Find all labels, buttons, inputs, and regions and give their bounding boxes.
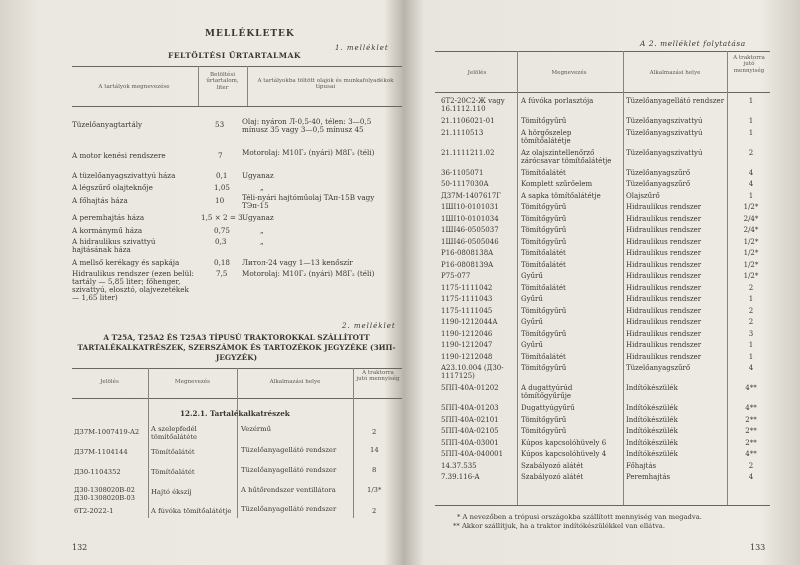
t2-row-name: Hajtó ékszíj (151, 488, 192, 496)
table-row (435, 364, 770, 384)
row-qty: 1 (748, 341, 754, 349)
row-qty: 2** (745, 415, 757, 424)
t1-row-name: A peremhajtás háza (72, 213, 145, 222)
row-qty: 2** (745, 427, 757, 435)
t1-row-volume: 0,3 (215, 237, 227, 246)
t1-row-name: Tüzelőanyagtartály (72, 120, 143, 129)
row-code: 1175-1111042 (441, 283, 493, 292)
row-qty: 2 (748, 148, 754, 157)
t2-row-name: A fúvóka tömítőalátétje (151, 507, 232, 515)
row-place: Hidraulikus rendszer (626, 283, 702, 292)
t1-row-type: Литол-24 vagy 1—13 kenőszír (242, 258, 353, 267)
t2-row-code: Д37M-1007419-A2 (74, 428, 140, 436)
row-name: Dugattyúgyűrű (521, 404, 575, 412)
table-row (435, 450, 770, 462)
row-name: Tömítőalátét (521, 283, 566, 292)
row-name: A dugattyúrúd tömítőgyűrűje (521, 384, 573, 400)
t2-row-name: Tömítőalátét (151, 468, 195, 476)
table-row (435, 295, 770, 307)
table2-divider-2 (237, 368, 238, 518)
row-code: P16-0808138A (441, 249, 494, 257)
row-code: 1190-1212044A (441, 318, 498, 326)
t2-row-code: 6T2-2022-1 (74, 507, 114, 515)
row-name: Tömítőgyűrű (521, 306, 567, 315)
table1-divider-2 (247, 66, 248, 106)
t1-row-volume: 0,75 (214, 226, 231, 235)
table-row (435, 462, 770, 474)
t2-row-qty: 1/3* (367, 486, 382, 494)
annex2-title: A T25A, T25A2 ÉS T25A3 TÍPUSÚ TRAKTOROKKAL SZÁLLÍTOTT TARTALÉKALKATRÉSZEK, SZERSZÁMOK ÉS TARTOZÉKOK JEGYZÉKE (ЗИП-JEGYZÉK) (77, 333, 396, 362)
row-qty: 1/2* (743, 260, 759, 269)
table2-divider-1 (148, 368, 149, 518)
t1-row-type: Olaj: nyáron Л-0,5-40, télen: 3—0,5 mínusz 35 vagy 3—0,5 mínusz 45 (242, 117, 372, 134)
t2-row-code: Д37M-1104144 (74, 448, 128, 456)
t1-row-type: „ (260, 226, 264, 235)
row-qty: 4** (745, 404, 757, 412)
table2-header-code: Jelölés (100, 379, 119, 385)
table-row (435, 180, 770, 192)
row-code: 1190-1212047 (441, 341, 493, 349)
row-code: 1190-1212046 (441, 329, 493, 338)
row-qty: 4 (748, 180, 754, 188)
row-qty: 2 (748, 461, 754, 470)
row-place: Tüzelőanyagszivattyú (626, 128, 703, 137)
t1-row-volume: 7,5 (216, 269, 228, 278)
row-code: 50-1117030A (441, 180, 489, 188)
row-place: Indítókészülék (626, 438, 678, 447)
t1-row-name: A légszűrő olajteknője (72, 183, 153, 192)
table-row (435, 284, 770, 296)
table-row (435, 192, 770, 204)
footnote-starter: ** Akkor szállítjuk, ha a traktor indítókészülékkel van ellátva. (453, 522, 666, 530)
row-name: Gyűrű (521, 272, 543, 280)
table-header-place: Alkalmazási helye (649, 70, 701, 76)
t1-row-name: A tüzelőanyagszivattyú háza (72, 171, 176, 180)
row-qty: 2 (748, 318, 754, 326)
row-code: 1175-1111043 (441, 295, 493, 303)
table-row (435, 272, 770, 284)
row-place: Hidraulikus rendszer (626, 237, 702, 246)
t2-row-code: Д30-1308020B-02 Д30-1308020B-03 (74, 486, 135, 502)
row-qty: 1 (748, 97, 754, 105)
row-name: Tömítőgyűrű (521, 226, 567, 234)
table-row (435, 129, 770, 149)
t1-row-name: Hidraulikus rendszer (ezen belül: tartály — 5,85 liter; főhenger, szivattyú, elosztó, olajvezetékek — 1,65 liter) (72, 269, 194, 302)
t2-row-qty: 2 (372, 428, 377, 436)
section-title: 12.2.1. Tartalékalkatrészek (180, 409, 290, 418)
table-row (435, 149, 770, 169)
row-place: Hidraulikus rendszer (626, 341, 702, 349)
table-row (435, 169, 770, 181)
row-code: A23.10.004 (Д30-1117125) (441, 364, 504, 380)
row-qty: 1/2* (743, 272, 759, 280)
row-name: Tömítőalátét (521, 168, 566, 177)
table2-header-name: Megnevezés (174, 379, 211, 385)
row-code: 1ШI10-0101031 (441, 203, 499, 211)
table-row (435, 473, 770, 485)
table1-header-volume: Betöltési űrtartalom, liter (206, 72, 239, 91)
t1-row-name: A hidraulikus szivattyú hajtásának háza (72, 237, 156, 254)
t1-row-volume: 0,1 (216, 171, 228, 180)
row-place: Tüzelőanyagszűrő (626, 180, 691, 188)
row-code: 1ШI10-0101034 (441, 214, 499, 223)
table-bottom-rule (435, 505, 770, 506)
row-place: Hidraulikus rendszer (626, 272, 702, 280)
row-code: 5ПП-40A-02101 (441, 415, 499, 424)
row-code: 21.1110513 (441, 128, 484, 137)
row-code: 5ПП-40A-01203 (441, 404, 499, 412)
row-name: Kúpos kapcsolóhüvely 6 (521, 438, 607, 447)
row-qty: 4 (748, 364, 754, 372)
row-qty: 4** (745, 384, 757, 392)
row-code: 21.1106021-01 (441, 117, 495, 125)
row-name: Tömítőgyűrű (521, 415, 567, 424)
row-place: Hidraulikus rendszer (626, 203, 702, 211)
row-qty: 1 (748, 191, 754, 200)
table1-top-rule (72, 66, 402, 67)
t2-row-place: Tüzelőanyagellátó rendszer (241, 446, 337, 454)
row-place: Tüzelőanyagszivattyú (626, 148, 703, 157)
row-code: Д37M-1407617Г (441, 191, 501, 200)
row-place: Tüzelőanyagszűrő (626, 364, 691, 372)
row-place: Hidraulikus rendszer (626, 329, 702, 338)
t1-row-type: „ (260, 237, 264, 246)
row-place: Tüzelőanyagszűrő (626, 168, 691, 177)
row-code: P16-0808139A (441, 260, 494, 269)
row-name: Tömítőgyűrű (521, 214, 567, 223)
row-code: 1ШI46-0505037 (441, 226, 499, 234)
row-place: Hidraulikus rendszer (626, 352, 702, 361)
t2-row-name: Tömítőalátét (151, 448, 195, 456)
table-row (435, 318, 770, 330)
t2-row-code: Д30-1104352 (74, 468, 121, 476)
row-qty: 2 (748, 283, 754, 292)
row-code: 21.1111211.02 (441, 148, 495, 157)
t2-row-qty: 2 (372, 507, 377, 515)
row-place: Hidraulikus rendszer (626, 318, 702, 326)
row-qty: 2** (745, 438, 757, 447)
table-row (435, 307, 770, 319)
row-qty: 1 (748, 295, 754, 303)
row-name: Tömítőgyűrű (521, 237, 567, 246)
row-qty: 4** (745, 450, 757, 458)
row-code: 1175-1111045 (441, 306, 493, 315)
t1-row-volume: 10 (215, 196, 225, 205)
row-name: A sapka tömítőalátétje (521, 191, 601, 200)
row-place: Tüzelőanyagszivattyú (626, 117, 703, 125)
row-qty: 1 (748, 352, 754, 361)
row-place: Peremhajtás (626, 473, 671, 481)
row-name: Tömítőgyűrű (521, 117, 567, 125)
table-row (435, 97, 770, 117)
page-heading: MELLÉKLETEK (205, 29, 295, 39)
row-name: Tömítőgyűrű (521, 203, 567, 211)
row-qty: 1/2* (743, 203, 759, 211)
row-qty: 1/2* (743, 249, 759, 257)
table2-header-place: Alkalmazási helye (269, 379, 321, 385)
row-place: Indítókészülék (626, 450, 678, 458)
t2-row-qty: 14 (370, 446, 379, 454)
t2-row-name: A szelepfedél tömítőalátéte (151, 425, 198, 441)
row-qty: 1 (748, 117, 754, 125)
table-row (435, 117, 770, 129)
t1-row-volume: 1,5 × 2 = 3 (201, 213, 243, 222)
row-name: Tömítőgyűrű (521, 329, 567, 338)
table-row (435, 215, 770, 227)
table-row (435, 238, 770, 250)
row-place: Hidraulikus rendszer (626, 295, 702, 303)
table-header-code: Jelölés (467, 70, 487, 76)
row-code: 5ПП-40A-040001 (441, 450, 504, 458)
row-qty: 1 (748, 128, 754, 137)
row-name: Kúpos kapcsolóhüvely 4 (521, 450, 607, 458)
row-qty: 2/4* (743, 226, 759, 234)
row-place: Hidraulikus rendszer (626, 226, 702, 234)
table-row (435, 341, 770, 353)
table-row (435, 203, 770, 215)
row-qty: 4 (748, 168, 754, 177)
row-code: 14.37.535 (441, 461, 477, 470)
t2-row-place: Tüzelőanyagellátó rendszer (241, 466, 337, 474)
table-row (435, 249, 770, 261)
row-name: A fúvóka porlasztója (521, 97, 594, 105)
row-name: Komplett szűrőelem (521, 180, 593, 188)
t1-row-type: Téli-nyári hajtóműolaj TAп-15B vagy TЭп-15 (242, 193, 375, 210)
table1-divider-1 (198, 66, 199, 106)
row-code: 1190-1212048 (441, 352, 493, 361)
t1-row-volume: 7 (218, 151, 223, 160)
row-name: Tömítőgyűrű (521, 364, 567, 372)
table-header-name: Megnevezés (551, 70, 587, 76)
page-number: 132 (72, 543, 88, 552)
row-name: Gyűrű (521, 318, 543, 326)
row-place: Indítókészülék (626, 384, 678, 392)
t1-row-volume: 53 (215, 120, 225, 129)
page-number: 133 (750, 543, 766, 552)
row-name: Szabályozó alátét (521, 473, 584, 481)
row-name: Tömítőalátét (521, 260, 566, 269)
t1-row-type: Ugyanaz (242, 171, 274, 180)
row-code: 7.39.116-A (441, 473, 480, 481)
t1-row-name: A kormánymű háza (72, 226, 143, 235)
row-code: 5ПП-40A-03001 (441, 438, 499, 447)
t1-row-volume: 0,18 (214, 258, 231, 267)
row-place: Hidraulikus rendszer (626, 260, 702, 269)
table1-header-rule (72, 106, 402, 107)
row-place: Főhajtás (626, 461, 657, 470)
table-row (435, 384, 770, 404)
annex1-label: 1. melléklet (335, 44, 389, 52)
table2-divider-3 (353, 368, 354, 518)
row-name: Tömítőalátét (521, 249, 566, 257)
t2-row-place: Tüzelőanyagellátó rendszer (241, 505, 337, 513)
row-name: Szabályozó alátét (521, 461, 584, 470)
t1-row-name: A motor kenési rendszere (72, 151, 166, 160)
row-place: Hidraulikus rendszer (626, 214, 702, 223)
row-code: 6T2-20C2-Ж vagy 16.1112.110 (441, 97, 505, 113)
table-header-rule (435, 92, 770, 93)
t1-row-name: A főhajtás háza (72, 196, 128, 205)
row-code: P75-077 (441, 272, 471, 280)
annex2-label: 2. melléklet (342, 322, 396, 330)
table-row (435, 226, 770, 238)
table1-header-type: A tartályokba töltött olajok és munkafolyadékok típusai (257, 78, 394, 91)
row-qty: 2/4* (743, 214, 759, 223)
t2-row-place: A hűtőrendszer ventillátora (241, 486, 336, 494)
row-qty: 2 (748, 306, 754, 315)
row-place: Indítókészülék (626, 427, 678, 435)
row-place: Olajszűrő (626, 191, 660, 200)
row-name: A hörgőszelep tömítőalátétje (521, 128, 572, 145)
t1-row-name: A mellső kerékagy és sapkája (72, 258, 180, 267)
t1-row-volume: 1,05 (214, 183, 231, 192)
table-top-rule (435, 51, 770, 52)
footnote-tropical: * A nevezőben a trópusi országokba szállított mennyiség van megadva. (457, 513, 702, 521)
row-qty: 1/2* (743, 237, 759, 246)
running-head: A 2. melléklet folytatása (640, 39, 746, 48)
row-code: 36-1105071 (441, 168, 484, 177)
row-place: Indítókészülék (626, 415, 678, 424)
table-row (435, 404, 770, 416)
row-qty: 3 (748, 329, 754, 338)
table2-header-qty: A traktorra jutó mennyiség (356, 370, 400, 383)
row-place: Hidraulikus rendszer (626, 306, 702, 315)
row-name: Gyűrű (521, 341, 543, 349)
table-row (435, 330, 770, 342)
table-row (435, 353, 770, 365)
row-name: Tömítőgyűrű (521, 427, 567, 435)
table1-header-name: A tartályok megnevezése (98, 84, 170, 90)
row-code: 1ШI46-0505046 (441, 237, 499, 246)
row-place: Indítókészülék (626, 404, 678, 412)
row-qty: 4 (748, 473, 754, 481)
t1-row-type: Motorolaj: M10Г₂ (nyári) M8Г₂ (téli) (242, 269, 375, 278)
row-code: 5ПП-40A-01202 (441, 384, 499, 392)
table-row (435, 261, 770, 273)
t1-row-type: Ugyanaz (242, 213, 274, 222)
table-row (435, 416, 770, 428)
row-place: Hidraulikus rendszer (626, 249, 702, 257)
row-name: Gyűrű (521, 295, 543, 303)
table-header-qty: A traktorra jutó mennyiség (733, 55, 765, 74)
row-name: Az olajszintellenőrző zárócsavar tömítőalátétje (521, 148, 612, 165)
row-code: 5ПП-40A-02105 (441, 427, 499, 435)
t1-row-type: „ (260, 183, 264, 192)
t1-row-type: Motorolaj: M10Г₂ (nyári) M8Г₂ (téli) (242, 148, 375, 157)
t2-row-place: Vezérmű (241, 425, 271, 433)
table-row (435, 427, 770, 439)
row-name: Tömítőalátét (521, 352, 566, 361)
t2-row-qty: 8 (372, 466, 377, 474)
left-page (60, 0, 405, 565)
right-page (435, 0, 770, 565)
table-row (435, 439, 770, 451)
annex1-title: FELTÖLTÉSI ŰRTARTALMAK (168, 51, 301, 60)
row-place: Tüzelőanyagellátó rendszer (626, 97, 725, 105)
